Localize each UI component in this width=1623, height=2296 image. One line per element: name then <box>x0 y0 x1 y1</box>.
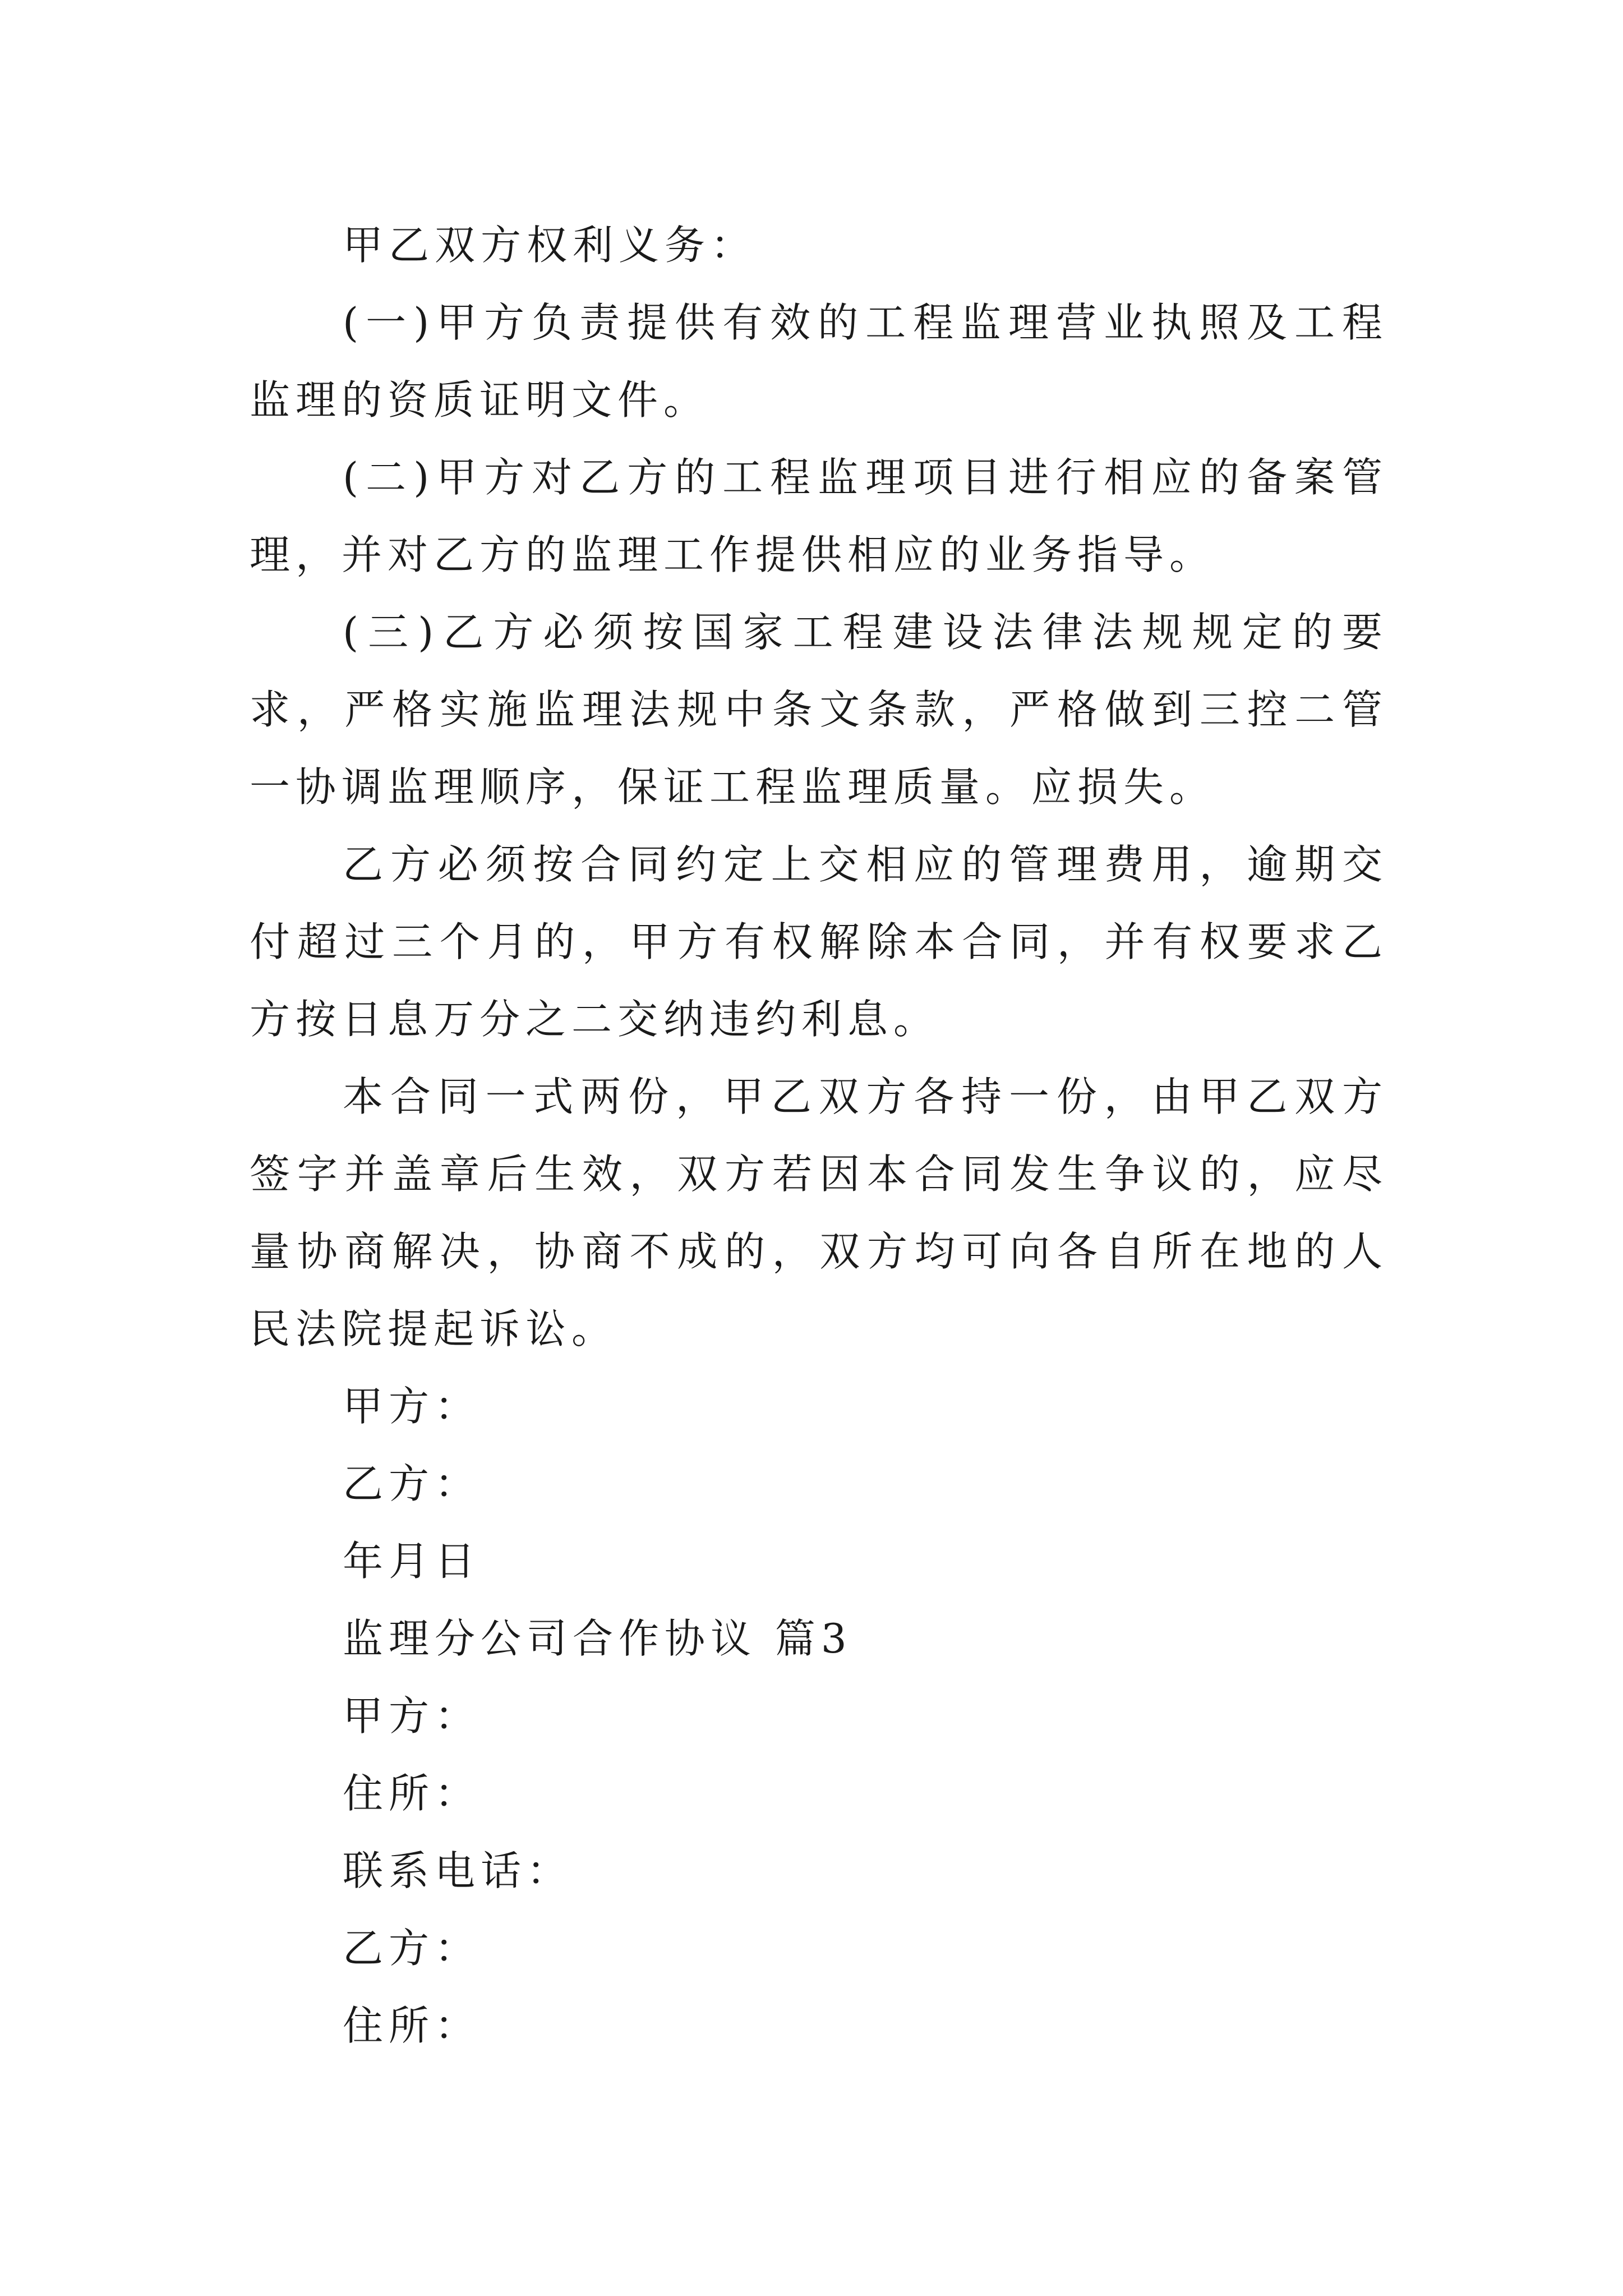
paragraph-clause-3: (三)乙方必须按国家工程建设法律法规规定的要求，严格实施监理法规中条文条款，严格做到三控二管一协调监理顺序，保证工程监理质量。应损失。 <box>250 609 1388 811</box>
paragraph-clause-2: (二)甲方对乙方的工程监理项目进行相应的备案管理，并对乙方的监理工作提供相应的业务指导。 <box>250 454 1388 578</box>
signature-date: 年月日 <box>343 1538 481 1585</box>
paragraph-copies: 本合同一式两份，甲乙双方各持一份，由甲乙双方签字并盖章后生效，双方若因本合同发生争议的，应尽量协商解决，协商不成的，双方均可向各自所在地的人民法院提起诉讼。 <box>250 1073 1388 1352</box>
paragraph-clause-1: (一)甲方负责提供有效的工程监理营业执照及工程监理的资质证明文件。 <box>250 299 1388 424</box>
party-b-label: 乙方： <box>343 1925 481 1972</box>
signature-party-a: 甲方： <box>343 1383 481 1430</box>
signature-party-b: 乙方： <box>343 1460 481 1507</box>
party-a-address-label: 住所： <box>343 1770 481 1817</box>
document-body <box>250 206 1388 2064</box>
party-a-phone-label: 联系电话： <box>343 1847 573 1894</box>
paragraph-rights-heading: 甲乙双方权利义务： <box>343 222 757 269</box>
party-b-address-label: 住所： <box>343 2002 481 2049</box>
paragraph-fees: 乙方必须按合同约定上交相应的管理费用，逾期交付超过三个月的，甲方有权解除本合同，并有权要求乙方按日息万分之二交纳违约利息。 <box>250 841 1388 1043</box>
section-heading: 监理分公司合作协议 篇3 <box>343 1615 852 1662</box>
party-a-label: 甲方： <box>343 1692 481 1740</box>
